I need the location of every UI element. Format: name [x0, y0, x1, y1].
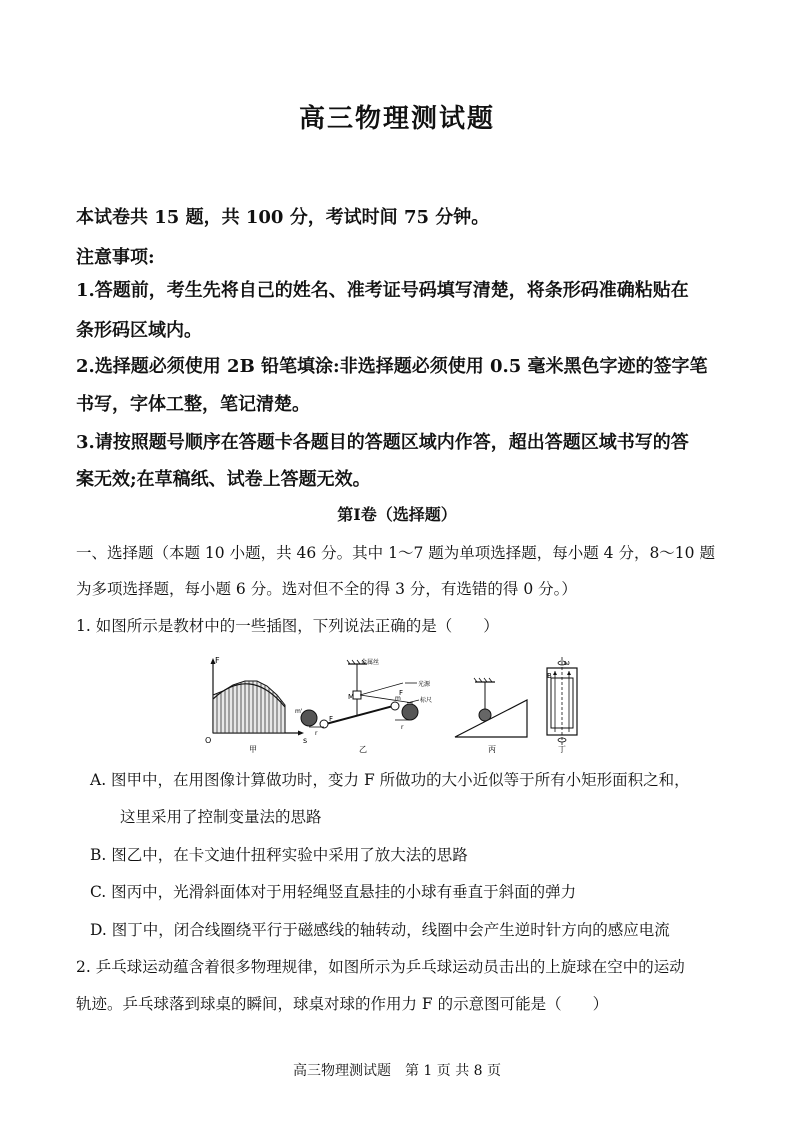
figure-bing [455, 678, 527, 754]
figure-yi [295, 658, 432, 754]
figure-label: ω [564, 659, 570, 667]
figure-label: s [303, 736, 308, 745]
page-footer: 高三物理测试题 第 1 页 共 8 页 [292, 1063, 502, 1079]
note-line: 3.请按照题号顺序在答题卡各题目的答题区域内作答，超出答题区域书写的答 [76, 432, 689, 453]
figure-label: 标尺 [420, 697, 433, 704]
page-title: 高三物理测试题 [298, 104, 495, 134]
notes-header: 注意事项: [76, 247, 155, 268]
question-1-option-b: B. 图乙中，在卡文迪什扭秤实验中采用了放大法的思路 [90, 846, 468, 864]
figure-label: O [205, 736, 212, 745]
figure-label: r [401, 724, 404, 731]
note-line: 2.选择题必须使用 2B 铅笔填涂:非选择题必须使用 0.5 毫米黑色字迹的签字笔 [76, 356, 708, 377]
question-1-stem: 1. 如图所示是教材中的一些插图，下列说法正确的是（ ） [76, 617, 499, 635]
figure-jia [205, 656, 307, 754]
figure-label: m' [295, 708, 303, 715]
question-1-option-a-cont: 这里采用了控制变量法的思路 [120, 808, 322, 826]
question-1-option-c: C. 图丙中，光滑斜面体对于用轻绳竖直悬挂的小球有垂直于斜面的弹力 [90, 883, 577, 901]
section-desc-line: 为多项选择题，每小题 6 分。选对但不全的得 3 分，有选错的得 0 分。） [76, 580, 577, 598]
section-desc-line: 一、选择题（本题 10 小题，共 46 分。其中 1～7 题为单项选择题，每小题 4 分，8～10 题 [76, 544, 715, 562]
question-1-figure [205, 655, 600, 755]
figure-caption: 丁 [558, 745, 566, 754]
figure-label: F [399, 689, 404, 697]
figure-label: F [329, 715, 334, 723]
figure-label: m [395, 695, 401, 702]
figure-label: F [215, 656, 220, 665]
figure-label: B [547, 672, 552, 680]
figure-label: 金属丝 [361, 659, 380, 666]
question-1-option-a: A. 图甲中，在用图像计算做功时，变力 F 所做功的大小近似等于所有小矩形面积之和， [90, 771, 690, 789]
section-title: 第Ⅰ卷（选择题） [337, 505, 457, 524]
figure-caption: 丙 [488, 745, 496, 754]
question-2-line: 2. 乒乓球运动蕴含着很多物理规律，如图所示为乒乓球运动员击出的上旋球在空中的运动 [76, 958, 685, 976]
note-line: 案无效;在草稿纸、试卷上答题无效。 [76, 469, 371, 490]
figure-ding [547, 657, 577, 754]
figure-label: 光源 [418, 681, 431, 688]
figure-caption: 乙 [359, 745, 367, 754]
intro-text: 本试卷共 15 题，共 100 分，考试时间 75 分钟。 [76, 207, 490, 228]
note-line: 书写，字体工整，笔记清楚。 [76, 394, 310, 415]
note-line: 条形码区域内。 [76, 320, 202, 341]
question-1-option-d: D. 图丁中，闭合线圈绕平行于磁感线的轴转动，线圈中会产生逆时针方向的感应电流 [90, 921, 670, 939]
note-line: 1.答题前，考生先将自己的姓名、准考证号码填写清楚，将条形码准确粘贴在 [76, 280, 689, 301]
figure-caption: 甲 [249, 745, 257, 754]
question-2-line: 轨迹。乒乓球落到球桌的瞬间，球桌对球的作用力 F 的示意图可能是（ ） [76, 995, 609, 1013]
figure-label: r [315, 730, 318, 737]
figure-label: M [348, 693, 355, 701]
